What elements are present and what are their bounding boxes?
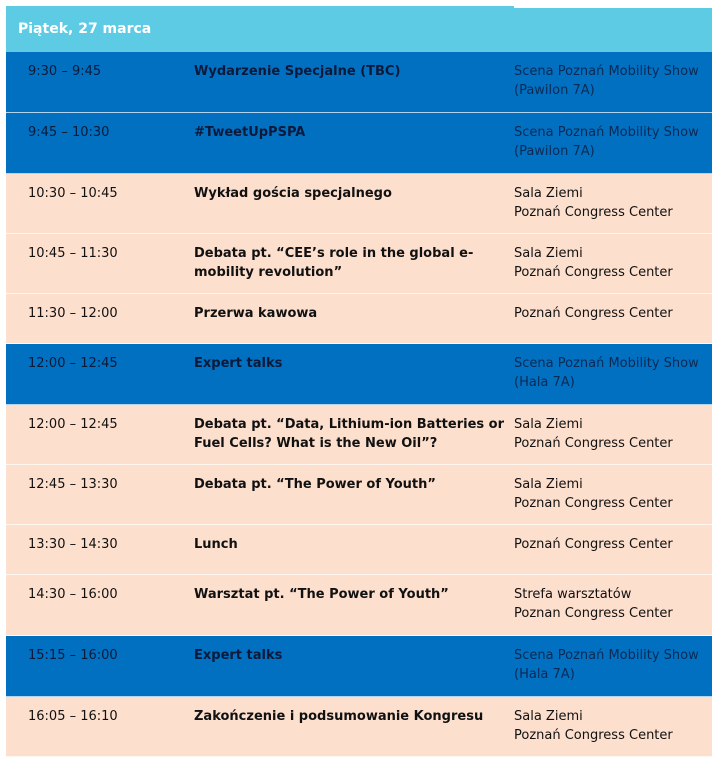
schedule-row — [6, 575, 712, 636]
session-time: 15:15 – 16:00 — [28, 648, 118, 663]
session-time: 11:30 – 12:00 — [28, 306, 118, 321]
session-location: Strefa warsztatów Poznan Congress Center — [514, 587, 673, 621]
schedule-row — [6, 636, 712, 697]
session-title: Expert talks — [194, 356, 283, 371]
schedule-row — [6, 344, 712, 405]
schedule-row — [6, 294, 712, 344]
day-title: Piątek, 27 marca — [18, 21, 152, 37]
session-location: Sala Ziemi Poznań Congress Center — [514, 417, 673, 451]
schedule-row — [6, 405, 712, 465]
session-time: 14:30 – 16:00 — [28, 587, 118, 602]
session-location: Poznań Congress Center — [514, 537, 673, 552]
row-divider — [6, 756, 712, 757]
header-divider — [514, 6, 712, 8]
session-time: 10:45 – 11:30 — [28, 246, 118, 261]
session-time: 12:00 – 12:45 — [28, 417, 118, 432]
session-title: Wykład gościa specjalnego — [194, 186, 392, 201]
session-title: Warsztat pt. “The Power of Youth” — [194, 587, 449, 602]
session-time: 13:30 – 14:30 — [28, 537, 118, 552]
session-location: Scena Poznań Mobility Show (Hala 7A) — [514, 356, 699, 390]
session-location: Scena Poznań Mobility Show (Hala 7A) — [514, 648, 699, 682]
session-time: 12:00 – 12:45 — [28, 356, 118, 371]
session-title: Wydarzenie Specjalne (TBC) — [194, 64, 401, 79]
schedule-row — [6, 174, 712, 234]
schedule-row — [6, 234, 712, 294]
session-title: Zakończenie i podsumowanie Kongresu — [194, 709, 484, 724]
session-time: 12:45 – 13:30 — [28, 477, 118, 492]
session-time: 10:30 – 10:45 — [28, 186, 118, 201]
session-title: Lunch — [194, 537, 238, 552]
day-header — [6, 6, 712, 52]
session-title: Expert talks — [194, 648, 283, 663]
session-title: Debata pt. “The Power of Youth” — [194, 477, 436, 492]
session-location: Sala Ziemi Poznań Congress Center — [514, 709, 673, 743]
session-title: Przerwa kawowa — [194, 306, 318, 321]
session-location: Scena Poznań Mobility Show (Pawilon 7A) — [514, 125, 699, 159]
session-location: Sala Ziemi Poznań Congress Center — [514, 186, 673, 220]
schedule-row — [6, 697, 712, 757]
session-location: Sala Ziemi Poznan Congress Center — [514, 477, 673, 511]
session-time: 9:45 – 10:30 — [28, 125, 110, 140]
session-title: Debata pt. “CEE’s role in the global e- mobility revolution” — [194, 246, 474, 280]
schedule-table — [6, 6, 712, 757]
session-time: 16:05 – 16:10 — [28, 709, 118, 724]
schedule-row — [6, 52, 712, 113]
session-location: Scena Poznań Mobility Show (Pawilon 7A) — [514, 64, 699, 98]
session-title: Debata pt. “Data, Lithium-ion Batteries or Fuel Cells? What is the New Oil”? — [194, 417, 504, 451]
session-location: Sala Ziemi Poznań Congress Center — [514, 246, 673, 280]
schedule-row — [6, 525, 712, 575]
session-location: Poznań Congress Center — [514, 306, 673, 321]
session-title: #TweetUpPSPA — [194, 125, 306, 140]
session-time: 9:30 – 9:45 — [28, 64, 102, 79]
schedule-rows — [6, 52, 712, 757]
schedule-row — [6, 113, 712, 174]
schedule-row — [6, 465, 712, 525]
